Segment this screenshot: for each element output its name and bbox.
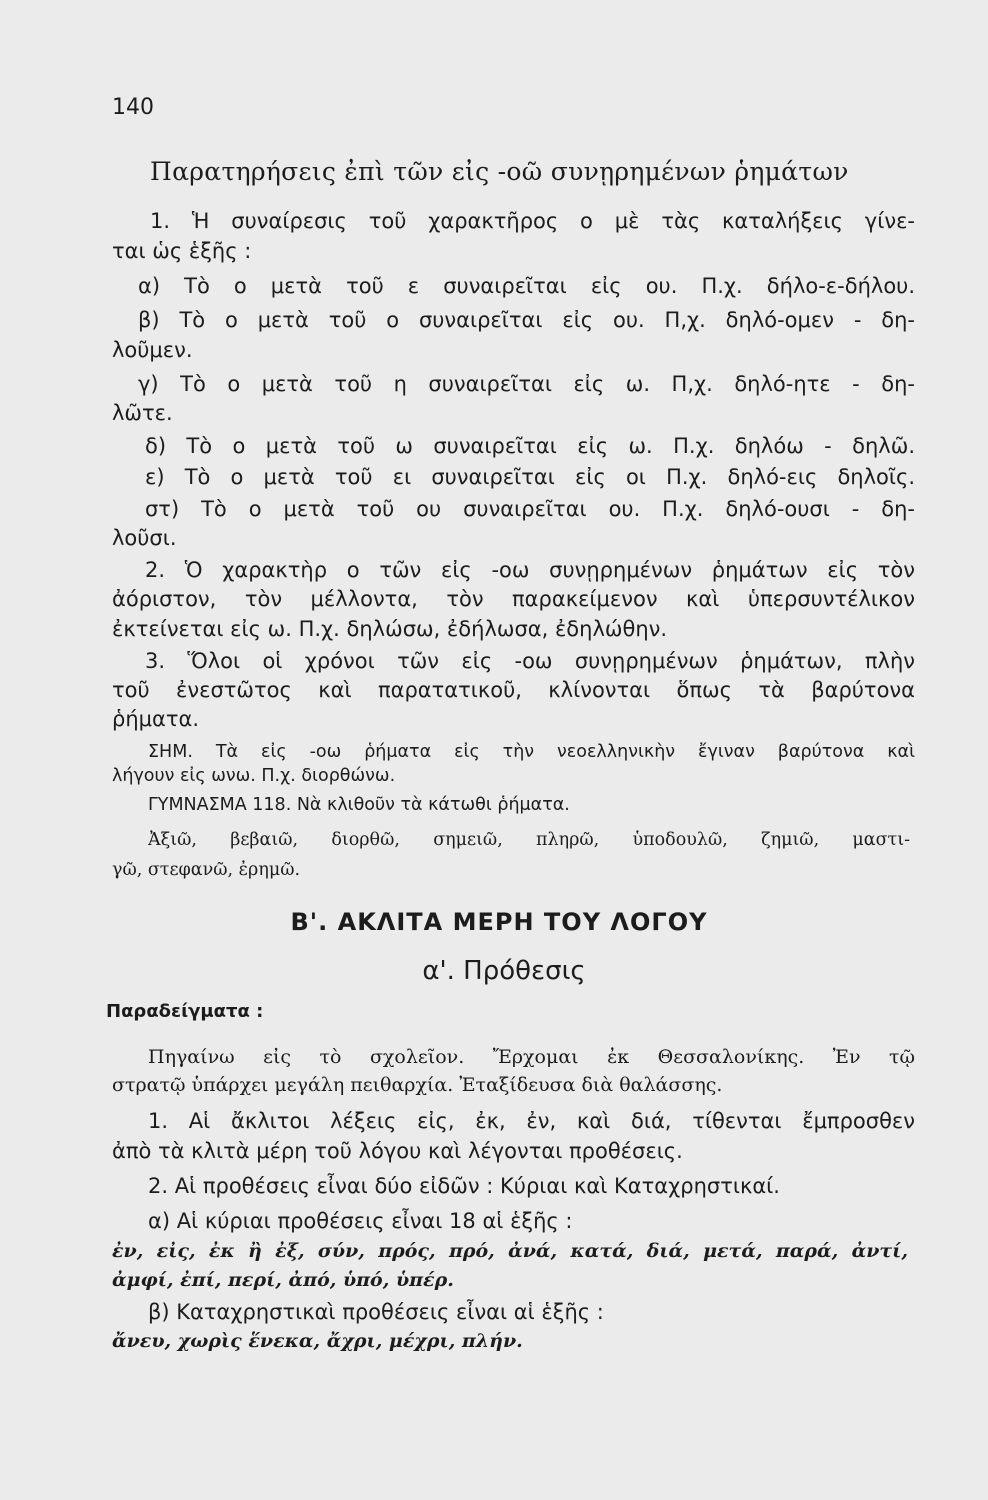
obs-line-7: λῶτε. (112, 401, 173, 425)
obs-line-4: β) Τὸ ο μετὰ τοῦ ο συναιρεῖται εἰς ου. Π,χ. δηλό-ομεν - δη- (138, 308, 915, 332)
rule-line-4: α) Αἱ κύριαι προθέσεις εἶναι 18 αἱ ἑξῆς : (148, 1209, 573, 1233)
obs-line-10: στ) Τὸ ο μετὰ τοῦ ου συναιρεῖται ου. Π.χ. δηλό-ουσι - δη- (145, 497, 915, 521)
section-b-heading: Β'. ΑΚΛΙΤΑ ΜΕΡΗ ΤΟΥ ΛΟΓΟΥ (290, 908, 708, 936)
example-line-1: Πηγαίνω εἰς τὸ σχολεῖον. Ἔρχομαι ἐκ Θεσσαλονίκης. Ἐν τῷ (148, 1046, 915, 1068)
example-line-2: στρατῷ ὑπάρχει μεγάλη πειθαρχία. Ἐταξίδευσα διὰ θαλάσσης. (112, 1074, 723, 1096)
obs-line-11: λοῦσι. (112, 526, 177, 550)
obs-line-1: 1. Ἡ συναίρεσις τοῦ χαρακτῆρος ο μὲ τὰς καταλήξεις γίνε- (150, 209, 915, 233)
obs-line-17: ῥήματα. (112, 707, 200, 731)
obs-line-15: 3. Ὅλοι οἱ χρόνοι τῶν εἰς -οω συνῃρημένων ῥημάτων, πλὴν (145, 649, 915, 673)
note-line-1: ΣΗΜ. Τὰ εἰς -οω ῥήματα εἰς τὴν νεοελληνικὴν ἔγιναν βαρύτονα καὶ (148, 742, 915, 762)
examples-label: Παραδείγματα : (106, 1001, 264, 1022)
obs-line-14: ἐκτείνεται εἰς ω. Π.χ. δηλώσω, ἐδήλωσα, ἐδηλώθην. (112, 617, 668, 641)
rule-line-3: 2. Αἱ προθέσεις εἶναι δύο εἰδῶν : Κύριαι καὶ Καταχρηστικαί. (148, 1174, 780, 1198)
obs-line-6: γ) Τὸ ο μετὰ τοῦ η συναιρεῖται εἰς ω. Π,χ. δηλό-ητε - δη- (138, 372, 915, 396)
note-line-2: λήγουν εἰς ωνω. Π.χ. διορθώνω. (112, 766, 396, 786)
section-a-heading: α'. Πρόθεσις (422, 956, 586, 986)
prepositions-list-1: ἐν, εἰς, ἐκ ἢ ἐξ, σύν, πρός, πρό, ἀνά, κατά, διά, μετά, παρά, ἀντί, (112, 1240, 908, 1262)
rule-line-5: β) Καταχρηστικαὶ προθέσεις εἶναι αἱ ἑξῆς : (148, 1300, 604, 1324)
obs-line-16: τοῦ ἐνεστῶτος καὶ παρατατικοῦ, κλίνονται ὅπως τὰ βαρύτονα (112, 678, 915, 702)
exercise-words-1: Ἀξιῶ, βεβαιῶ, διορθῶ, σημειῶ, πληρῶ, ὑποδουλῶ, ζημιῶ, μαστι- (148, 830, 910, 850)
obs-line-3: α) Τὸ ο μετὰ τοῦ ε συναιρεῖται εἰς ου. Π.χ. δήλο-ε-δήλου. (138, 274, 915, 298)
exercise-words-2: γῶ, στεφανῶ, ἐρημῶ. (112, 860, 301, 880)
rule-line-1: 1. Αἱ ἄκλιτοι λέξεις εἰς, ἐκ, ἐν, καὶ διά, τίθενται ἔμπροσθεν (148, 1109, 915, 1133)
obs-line-2: ται ὡς ἑξῆς : (112, 239, 252, 263)
obs-line-13: ἀόριστον, τὸν μέλλοντα, τὸν παρακείμενον καὶ ὑπερσυντέλικον (112, 587, 915, 611)
page-number: 140 (112, 95, 154, 120)
obs-line-12: 2. Ὁ χαρακτὴρ ο τῶν εἰς -οω συνῃρημένων ῥημάτων εἰς τὸν (145, 558, 915, 582)
exercise-heading: ΓΥΜΝΑΣΜΑ 118. Νὰ κλιθοῦν τὰ κάτωθι ῥήματα. (148, 795, 570, 815)
obs-line-9: ε) Τὸ ο μετὰ τοῦ ει συναιρεῖται εἰς οι Π.χ. δηλό-εις δηλοῖς. (145, 465, 915, 489)
rule-line-2: ἀπὸ τὰ κλιτὰ μέρη τοῦ λόγου καὶ λέγονται προθέσεις. (112, 1139, 683, 1163)
obs-line-5: λοῦμεν. (112, 338, 193, 362)
observations-title: Παρατηρήσεις ἐπὶ τῶν εἰς -οῶ συνῃρημένων ῥημάτων (150, 157, 849, 186)
obs-line-8: δ) Τὸ ο μετὰ τοῦ ω συναιρεῖται εἰς ω. Π.χ. δηλόω - δηλῶ. (145, 434, 915, 458)
improper-prepositions-list: ἄνευ, χωρὶς ἕνεκα, ἄχρι, μέχρι, πλήν. (112, 1330, 523, 1352)
prepositions-list-2: ἀμφί, ἐπί, περί, ἀπό, ὑπό, ὑπέρ. (112, 1269, 454, 1291)
